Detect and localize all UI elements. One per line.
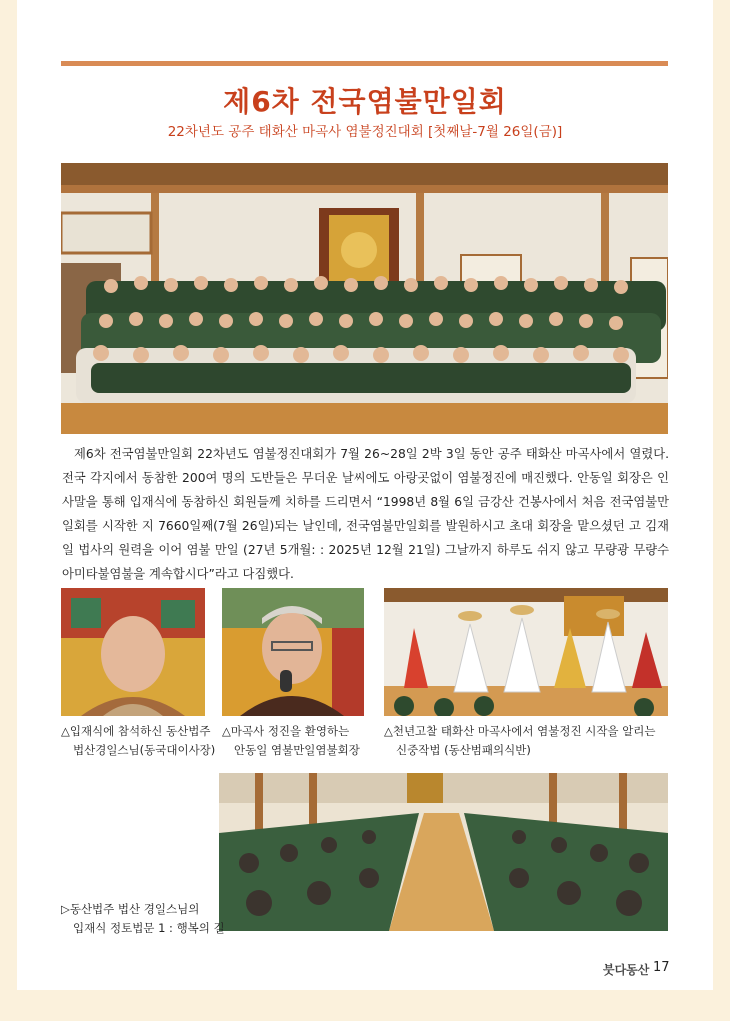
caption-chairman-line2: 안동일 염불만일염불회장 [234, 743, 360, 757]
page-title: 제6차 전국염불만일회 [223, 85, 507, 118]
ritual-dance-photo [384, 588, 668, 716]
caption-ritual-line1: △천년고찰 태화산 마곡사에서 염불정진 시작을 알리는 [384, 724, 656, 738]
caption-monk [61, 722, 215, 760]
magazine-brand: 붓다동산 [603, 963, 650, 977]
chairman-photo [222, 588, 364, 716]
caption-chairman-line1: △마곡사 정진을 환영하는 [222, 724, 350, 738]
caption-monk-line2: 법산경일스님(동국대이사장) [73, 743, 216, 757]
page-number: 17 [653, 960, 670, 975]
caption-dharma-talk-line1: ▷동산법주 법산 경일스님의 [61, 902, 200, 916]
article-body: 제6차 전국염불만일회 22차년도 염불정진대회가 7월 26~28일 2박 3일 동안 공주 태화산 마곡사에서 열렸다. 전국 각지에서 동참한 200여 명의 도반들은 무더운 날씨에도 아랑곳없이 염불정진에 매진했다. 안동일 회장은 인사말을 통해 입재식에 동참하신 회원들께 치하를 드리면서 “1998년 8월 6일 금강산 건봉사에서 처음 전국염불만일회를 시작한 지 7660일째(7월 26일)되는 날인데, 전국염불만일회를 발원하시고 초대 회장을 맡으셨던 고 김재일 법사의 원력을 이어 염불 만일 (27년 5개월: : 2025년 12월 21일) 그날까지 하루도 쉬지 않고 무량광 무량수 아미타불염불을 계속합시다”라고 다짐했다. [62, 447, 669, 581]
page-subtitle: 22차년도 공주 태화산 마곡사 염불정진대회 [첫째날-7월 26일(금)] [167, 124, 563, 140]
caption-ritual-line2: 신중작법 (동산범패의식반) [396, 743, 531, 757]
group-photo [61, 163, 668, 434]
dharma-hall-photo [219, 773, 668, 931]
caption-ritual [384, 722, 656, 760]
caption-chairman [222, 722, 360, 760]
caption-dharma-talk-line2: 입재식 정토법문 1 : 행복의 길 [73, 921, 225, 935]
top-divider [61, 61, 668, 66]
caption-dharma-talk [61, 900, 225, 938]
monk-photo [61, 588, 205, 716]
caption-monk-line1: △입재식에 참석하신 동산법주 [61, 724, 211, 738]
